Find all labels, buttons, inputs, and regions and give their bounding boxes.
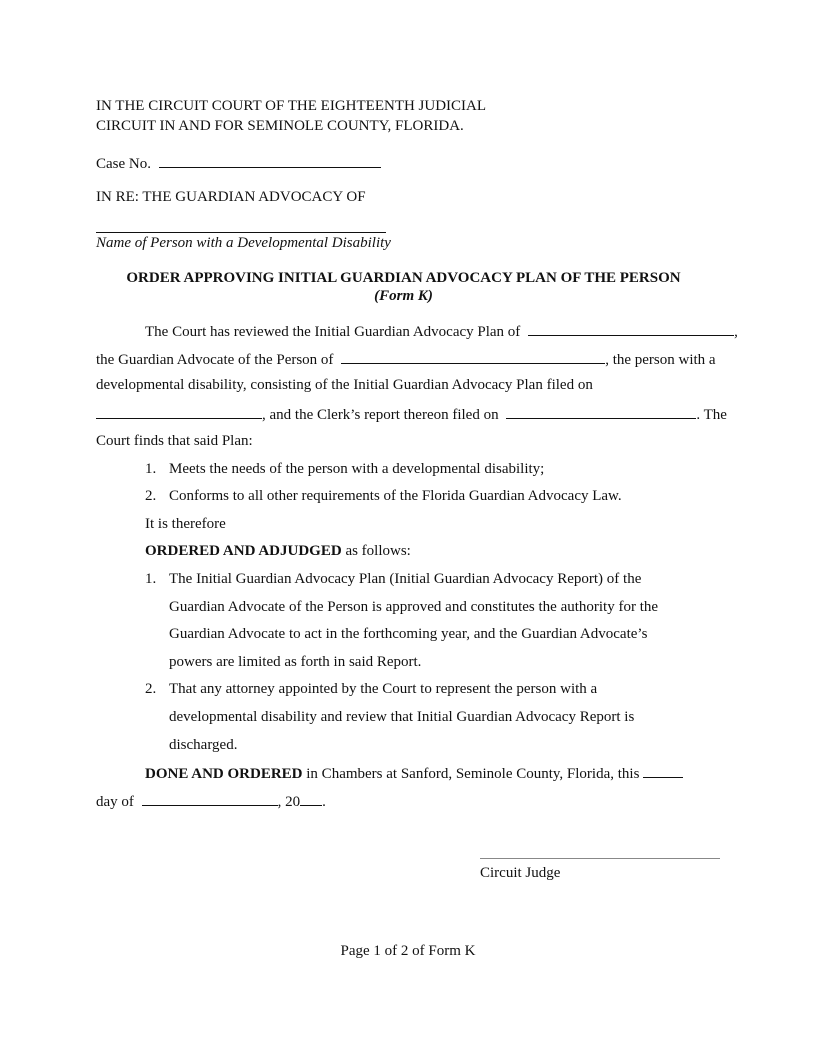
- year-prefix-text: , 20: [277, 794, 301, 810]
- form-label: (Form K): [374, 288, 433, 304]
- done-ordered-line: [145, 763, 683, 783]
- the-text: . The: [696, 407, 727, 423]
- date-line: [96, 791, 326, 811]
- court-caption-line-2: CIRCUIT IN AND FOR SEMINOLE COUNTY, FLORIDA.: [96, 118, 464, 134]
- done-ordered-heading: DONE AND ORDERED: [145, 766, 303, 782]
- ward-name-caption: Name of Person with a Developmental Disability: [96, 235, 391, 251]
- ward-name-field[interactable]: [96, 218, 386, 233]
- day-of-text: day of: [96, 794, 134, 810]
- clerk-report-text: , and the Clerk’s report thereon filed on: [262, 407, 499, 423]
- comma-text: ,: [734, 324, 738, 340]
- order-item-2-line-2: developmental disability and review that Initial Guardian Advocacy Report is: [169, 709, 635, 725]
- finding-item: [145, 487, 622, 505]
- order-item-2-line-3: discharged.: [169, 737, 238, 753]
- order-item-1-line-3: Guardian Advocate to act in the forthcoming year, and the Guardian Advocate’s: [169, 626, 648, 642]
- case-number-field[interactable]: [159, 153, 381, 168]
- plan-filed-date-field[interactable]: [96, 404, 262, 419]
- ordered-rest: as follows:: [341, 543, 411, 559]
- ordered-heading: ORDERED AND ADJUDGED: [145, 543, 342, 559]
- page-footer: Page 1 of 2 of Form K: [340, 943, 476, 959]
- order-item-1-line-4: powers are limited as forth in said Report.: [169, 654, 422, 670]
- guardian-of-text: the Guardian Advocate of the Person of: [96, 352, 334, 368]
- therefore-line: It is therefore: [145, 516, 226, 532]
- day-number-field[interactable]: [643, 763, 683, 778]
- document-title: ORDER APPROVING INITIAL GUARDIAN ADVOCACY PLAN OF THE PERSON: [126, 270, 681, 286]
- order-number: 2.: [145, 681, 157, 697]
- plan-intro-text: The Court has reviewed the Initial Guardian Advocacy Plan of: [145, 324, 521, 340]
- person-name-field[interactable]: [341, 349, 605, 364]
- signature-label: Circuit Judge: [480, 865, 561, 881]
- order-item-1-line-1: [145, 570, 641, 588]
- period-text: .: [322, 794, 326, 810]
- in-re-line: IN RE: THE GUARDIAN ADVOCACY OF: [96, 189, 366, 205]
- person-with-text: , the person with a: [605, 352, 716, 368]
- finding-item: [145, 460, 544, 478]
- order-item-2-line-1: [145, 680, 597, 698]
- month-field[interactable]: [142, 791, 278, 806]
- order-item-1-line-2: Guardian Advocate of the Person is approved and constitutes the authority for the: [169, 599, 659, 615]
- finding-number: 2.: [145, 488, 157, 504]
- order-number: 1.: [145, 571, 157, 587]
- body-line-3: developmental disability, consisting of the Initial Guardian Advocacy Plan filed on: [96, 377, 593, 393]
- signature-line[interactable]: [480, 858, 720, 859]
- body-line-4: [96, 404, 727, 424]
- order-text: The Initial Guardian Advocacy Plan (Initial Guardian Advocacy Report) of the: [169, 571, 642, 587]
- body-line-2: [96, 349, 716, 369]
- order-text: That any attorney appointed by the Court to represent the person with a: [169, 681, 598, 697]
- done-ordered-text: in Chambers at Sanford, Seminole County, Florida, this: [302, 766, 644, 782]
- finding-text: Conforms to all other requirements of the Florida Guardian Advocacy Law.: [169, 488, 622, 504]
- body-line-5: Court finds that said Plan:: [96, 433, 253, 449]
- case-number-label: Case No.: [96, 156, 151, 172]
- year-field[interactable]: [300, 791, 322, 806]
- finding-number: 1.: [145, 461, 157, 477]
- court-caption-line-1: IN THE CIRCUIT COURT OF THE EIGHTEENTH JUDICIAL: [96, 98, 487, 114]
- ordered-line: [145, 542, 411, 560]
- case-number-row: [96, 153, 381, 173]
- guardian-advocate-name-field[interactable]: [528, 321, 734, 336]
- finding-text: Meets the needs of the person with a developmental disability;: [169, 461, 545, 477]
- clerk-report-date-field[interactable]: [506, 404, 696, 419]
- body-line-1: [145, 321, 738, 341]
